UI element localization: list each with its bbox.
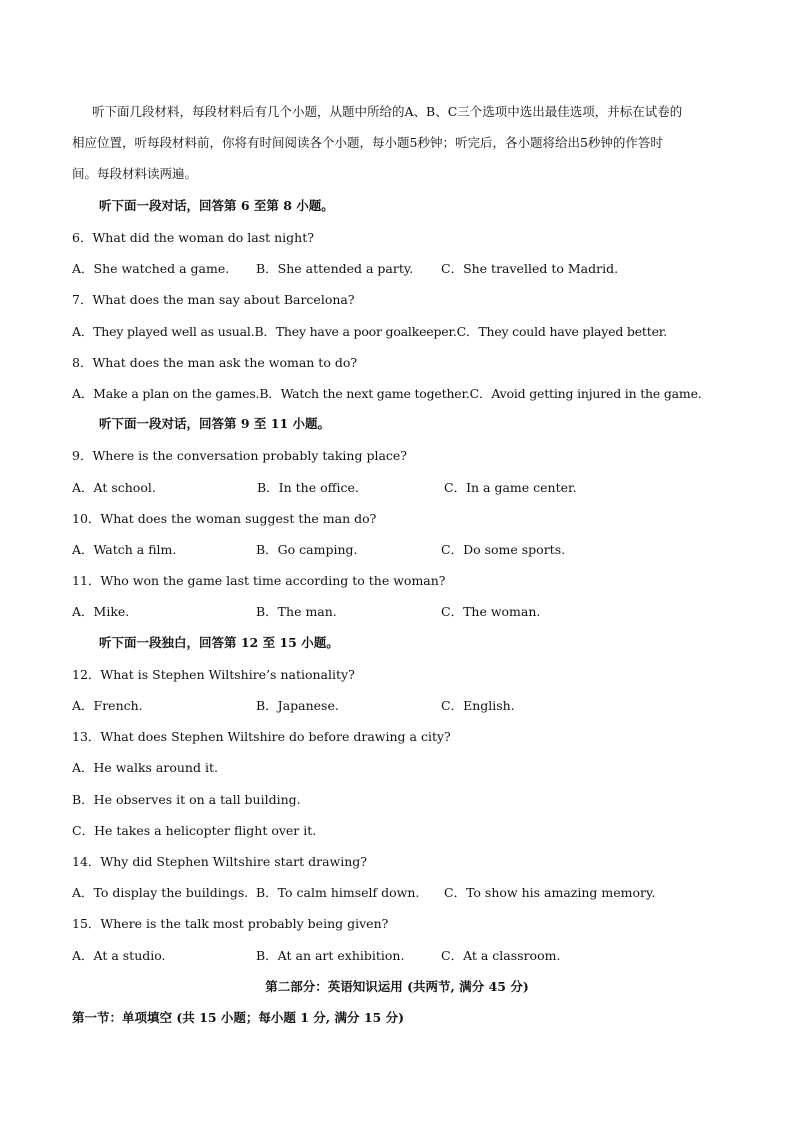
q14-option-a: A．To display the buildings. bbox=[72, 885, 249, 900]
q10-option-b: B．Go camping. bbox=[256, 542, 358, 557]
part2-title: 第二部分：英语知识运用 (共两节, 满分 45 分) bbox=[265, 979, 529, 994]
q6-option-a: A．She watched a game. bbox=[72, 261, 230, 276]
question-9: 9．Where is the conversation probably taking place? bbox=[72, 448, 407, 463]
q12-option-a: A．French. bbox=[72, 698, 143, 713]
question-10: 10．What does the woman suggest the man do? bbox=[72, 511, 377, 526]
section-heading-9-11: 听下面一段对话，回答第 9 至 11 小题。 bbox=[99, 416, 331, 431]
question-6: 6．What did the woman do last night? bbox=[72, 230, 314, 245]
q9-option-c: C．In a game center. bbox=[444, 480, 577, 495]
q6-option-c: C．She travelled to Madrid. bbox=[441, 261, 619, 276]
q9-option-a: A．At school. bbox=[72, 480, 156, 495]
question-14: 14．Why did Stephen Wiltshire start drawing? bbox=[72, 854, 367, 869]
q13-option-b: B．He observes it on a tall building. bbox=[72, 792, 301, 807]
q10-option-c: C．Do some sports. bbox=[441, 542, 566, 557]
question-13: 13．What does Stephen Wiltshire do before drawing a city? bbox=[72, 729, 451, 744]
q6-option-b: B．She attended a party. bbox=[256, 261, 414, 276]
question-12: 12．What is Stephen Wiltshire’s nationality? bbox=[72, 667, 355, 682]
q7-options: A．They played well as usual.B．They have a poor goalkeeper.C．They could have played better. bbox=[72, 324, 667, 339]
q13-option-c: C．He takes a helicopter flight over it. bbox=[72, 823, 317, 838]
q14-option-b: B．To calm himself down. bbox=[256, 885, 420, 900]
question-11: 11．Who won the game last time according to the woman? bbox=[72, 573, 446, 588]
question-8: 8．What does the man ask the woman to do? bbox=[72, 355, 358, 370]
q12-option-c: C．English. bbox=[441, 698, 515, 713]
q11-option-c: C．The woman. bbox=[441, 604, 541, 619]
question-15: 15．Where is the talk most probably being given? bbox=[72, 916, 389, 931]
question-7: 7．What does the man say about Barcelona? bbox=[72, 292, 355, 307]
q11-option-a: A．Mike. bbox=[72, 604, 130, 619]
q15-option-a: A．At a studio. bbox=[72, 948, 166, 963]
q10-option-a: A．Watch a film. bbox=[72, 542, 177, 557]
q13-option-a: A．He walks around it. bbox=[72, 760, 218, 775]
q15-option-b: B．At an art exhibition. bbox=[256, 948, 405, 963]
listening-instructions: 听下面几段材料，每段材料后有几个小题，从题中所给的A、B、C三个选项中选出最佳选项，并标在试卷的相应位置，听每段材料前，你将有时间阅读各个小题，每小题5秒钟；听完后，各小题将给出5秒钟的作答时间。每段材料读两遍。 bbox=[72, 104, 683, 181]
q15-option-c: C．At a classroom. bbox=[441, 948, 561, 963]
q11-option-b: B．The man. bbox=[256, 604, 337, 619]
q12-option-b: B．Japanese. bbox=[256, 698, 339, 713]
section-heading-6-8: 听下面一段对话，回答第 6 至第 8 小题。 bbox=[99, 198, 334, 213]
q14-option-c: C．To show his amazing memory. bbox=[444, 885, 656, 900]
section-heading-12-15: 听下面一段独白，回答第 12 至 15 小题。 bbox=[99, 635, 339, 650]
part2-section1-title: 第一节：单项填空 (共 15 小题；每小题 1 分, 满分 15 分) bbox=[72, 1010, 404, 1025]
q8-options: A．Make a plan on the games.B．Watch the next game together.C．Avoid getting injured in the game. bbox=[72, 386, 702, 401]
q9-option-b: B．In the office. bbox=[257, 480, 359, 495]
